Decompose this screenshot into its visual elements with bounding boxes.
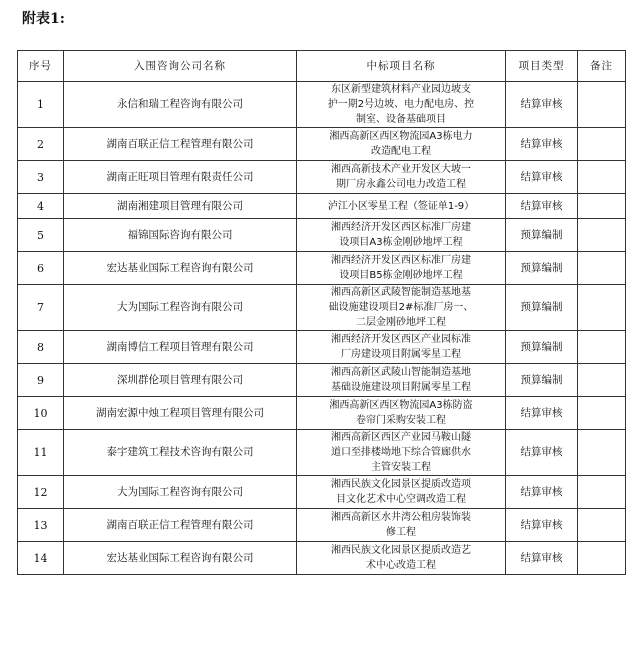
project-line: 湘西经济开发区西区标准厂房建 [331,222,471,233]
row-seq: 7 [18,285,64,331]
bid-results-table [17,50,626,575]
row-project [297,542,506,575]
table-row [18,364,626,397]
row-project [297,331,506,364]
row-note [578,430,626,476]
row-company: 宏达基业国际工程咨询有限公司 [64,252,297,285]
table-header-row [18,51,626,82]
project-line: 基础设施建设项目附属零星工程 [331,382,471,393]
project-line: 期厂房永鑫公司电力改造工程 [336,179,466,190]
row-type: 结算审核 [506,476,578,509]
project-line: 术中心改造工程 [366,560,436,571]
table-row [18,542,626,575]
row-type: 结算审核 [506,128,578,161]
project-line: 湘西经济开发区西区标准厂房建 [331,255,471,266]
project-line: 湘西高新区西区产业园马鞍山隧 [331,432,471,443]
project-line: 道口至排楼坳地下综合管廊供水 [331,447,471,458]
row-project [297,285,506,331]
row-type: 结算审核 [506,194,578,219]
row-seq: 13 [18,509,64,542]
header-type: 项目类型 [506,51,578,82]
row-company: 大为国际工程咨询有限公司 [64,476,297,509]
row-project [297,430,506,476]
row-project [297,82,506,128]
table-row [18,219,626,252]
row-note [578,252,626,285]
project-line: 护一期2号边坡、电力配电房、控 [327,99,475,110]
row-type: 预算编制 [506,331,578,364]
row-company: 泰宇建筑工程技术咨询有限公司 [64,430,297,476]
row-project [297,252,506,285]
project-line: 湘西民族文化园景区提质改造项 [331,479,471,490]
row-company: 湖南湘建项目管理有限公司 [64,194,297,219]
project-line: 泸江小区零星工程（签证单1-9） [327,200,475,212]
header-note: 备注 [578,51,626,82]
row-note [578,194,626,219]
row-type: 预算编制 [506,252,578,285]
project-line: 湘西高新区武陵智能制造基地基 [331,287,471,298]
row-note [578,509,626,542]
row-seq: 6 [18,252,64,285]
table-row [18,82,626,128]
header-seq: 序号 [18,51,64,82]
row-seq: 12 [18,476,64,509]
row-project [297,161,506,194]
attachment-title: 附表1: [22,11,65,27]
row-note [578,161,626,194]
project-line: 东区新型建筑材料产业园边坡支 [331,84,471,95]
project-line: 目文化艺术中心空调改造工程 [336,494,466,505]
table-row [18,476,626,509]
row-company: 深圳群伦项目管理有限公司 [64,364,297,397]
row-company: 湖南正旺项目管理有限责任公司 [64,161,297,194]
project-line: 设项目A3栋金刚砂地坪工程 [339,237,463,248]
row-type: 预算编制 [506,285,578,331]
row-note [578,128,626,161]
row-company: 湖南百联正信工程管理有限公司 [64,509,297,542]
project-line: 湘西民族文化园景区提质改造艺 [331,545,471,556]
row-type: 结算审核 [506,509,578,542]
row-note [578,285,626,331]
table-row [18,194,626,219]
project-line: 湘西高新区西区物流园A3栋电力 [329,131,473,142]
project-line: 修工程 [386,527,416,538]
row-project [297,476,506,509]
row-type: 预算编制 [506,219,578,252]
row-note [578,364,626,397]
row-company: 福锦国际咨询有限公司 [64,219,297,252]
project-line: 础设施建设项目2#标准厂房一、 [328,302,474,313]
row-type: 结算审核 [506,397,578,430]
project-line: 卷帘门采购安装工程 [356,415,446,426]
row-seq: 9 [18,364,64,397]
row-type: 预算编制 [506,364,578,397]
row-project [297,219,506,252]
row-seq: 8 [18,331,64,364]
row-project [297,397,506,430]
project-line: 湘西高新区武陵山智能制造基地 [331,367,471,378]
row-project [297,128,506,161]
row-company: 永信和瑞工程咨询有限公司 [64,82,297,128]
row-seq: 14 [18,542,64,575]
row-seq: 5 [18,219,64,252]
project-line: 厂房建设项目附属零星工程 [341,349,461,360]
row-type: 结算审核 [506,82,578,128]
project-line: 制室、设备基础项目 [356,114,446,125]
header-project: 中标项目名称 [297,51,506,82]
row-seq: 11 [18,430,64,476]
row-company: 宏达基业国际工程咨询有限公司 [64,542,297,575]
header-company: 入围咨询公司名称 [64,51,297,82]
row-note [578,219,626,252]
row-note [578,397,626,430]
row-type: 结算审核 [506,430,578,476]
project-line: 湘西高新区水井湾公租房装饰装 [331,512,471,523]
row-note [578,82,626,128]
project-line: 二层金刚砂地坪工程 [356,317,446,328]
row-seq: 4 [18,194,64,219]
table-row [18,331,626,364]
project-line: 主管安装工程 [371,462,431,473]
project-line: 设项目B5栋金刚砂地坪工程 [339,270,463,281]
project-line: 改造配电工程 [371,146,431,157]
table-row [18,397,626,430]
row-note [578,331,626,364]
table-row [18,252,626,285]
row-company: 湖南宏源中烛工程项目管理有限公司 [64,397,297,430]
row-seq: 1 [18,82,64,128]
row-project [297,509,506,542]
row-note [578,542,626,575]
project-line: 湘西高新区西区物流园A3栋防盗 [329,400,473,411]
table-row [18,161,626,194]
project-line: 湘西高新技术产业开发区大坡一 [331,164,471,175]
row-seq: 2 [18,128,64,161]
row-project [297,194,506,219]
table-row [18,430,626,476]
table-row [18,509,626,542]
row-company: 湖南百联正信工程管理有限公司 [64,128,297,161]
row-company: 湖南博信工程项目管理有限公司 [64,331,297,364]
row-note [578,476,626,509]
row-seq: 10 [18,397,64,430]
table-row [18,285,626,331]
row-seq: 3 [18,161,64,194]
row-company: 大为国际工程咨询有限公司 [64,285,297,331]
table-row [18,128,626,161]
row-project [297,364,506,397]
row-type: 结算审核 [506,161,578,194]
project-line: 湘西经济开发区西区产业园标准 [331,334,471,345]
row-type: 结算审核 [506,542,578,575]
